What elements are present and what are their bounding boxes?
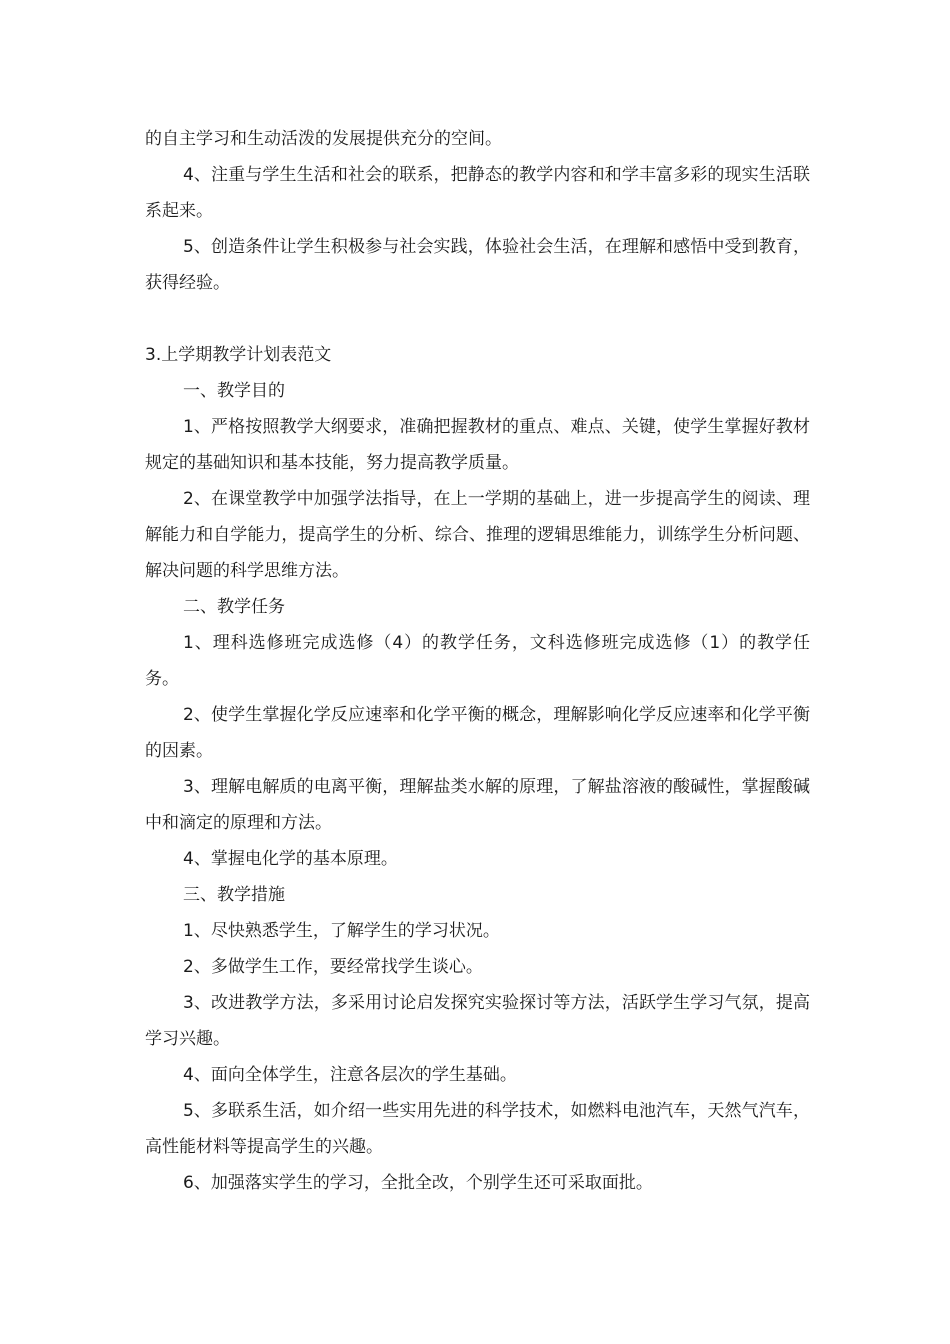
task-item-2: 2、使学生掌握化学反应速率和化学平衡的概念，理解影响化学反应速率和化学平衡的因素。 <box>145 705 810 761</box>
heading-teaching-goals: 一、教学目的 <box>183 381 285 401</box>
measure-item-4: 4、面向全体学生，注意各层次的学生基础。 <box>183 1065 517 1085</box>
goal-item-2: 2、在课堂教学中加强学法指导，在上一学期的基础上，进一步提高学生的阅读、理解能力和自学能力，提高学生的分析、综合、推理的逻辑思维能力，训练学生分析问题、解决问题的科学思维方法。 <box>145 489 810 581</box>
task-item-4: 4、掌握电化学的基本原理。 <box>183 849 398 869</box>
section-title: 3.上学期教学计划表范文 <box>145 345 332 365</box>
document-body <box>145 121 810 1201</box>
measure-item-2: 2、多做学生工作，要经常找学生谈心。 <box>183 957 483 977</box>
paragraph-item-5: 5、创造条件让学生积极参与社会实践，体验社会生活，在理解和感悟中受到教育，获得经验。 <box>145 237 810 293</box>
measure-item-3: 3、改进教学方法，多采用讨论启发探究实验探讨等方法，活跃学生学习气氛，提高学习兴趣。 <box>145 993 810 1049</box>
heading-teaching-measures: 三、教学措施 <box>183 885 285 905</box>
paragraph-continuation: 的自主学习和生动活泼的发展提供充分的空间。 <box>145 129 502 149</box>
task-item-1: 1、理科选修班完成选修（4）的教学任务，文科选修班完成选修（1）的教学任务。 <box>145 633 810 689</box>
measure-item-6: 6、加强落实学生的学习，全批全改，个别学生还可采取面批。 <box>183 1173 653 1193</box>
paragraph-item-4: 4、注重与学生生活和社会的联系，把静态的教学内容和和学丰富多彩的现实生活联系起来。 <box>145 165 810 221</box>
task-item-3: 3、理解电解质的电离平衡，理解盐类水解的原理，了解盐溶液的酸碱性，掌握酸碱中和滴定的原理和方法。 <box>145 777 810 833</box>
measure-item-1: 1、尽快熟悉学生，了解学生的学习状况。 <box>183 921 500 941</box>
goal-item-1: 1、严格按照教学大纲要求，准确把握教材的重点、难点、关键，使学生掌握好教材规定的基础知识和基本技能，努力提高教学质量。 <box>145 417 810 473</box>
heading-teaching-tasks: 二、教学任务 <box>183 597 285 617</box>
measure-item-5: 5、多联系生活，如介绍一些实用先进的科学技术，如燃料电池汽车，天然气汽车，高性能材料等提高学生的兴趣。 <box>145 1101 810 1157</box>
